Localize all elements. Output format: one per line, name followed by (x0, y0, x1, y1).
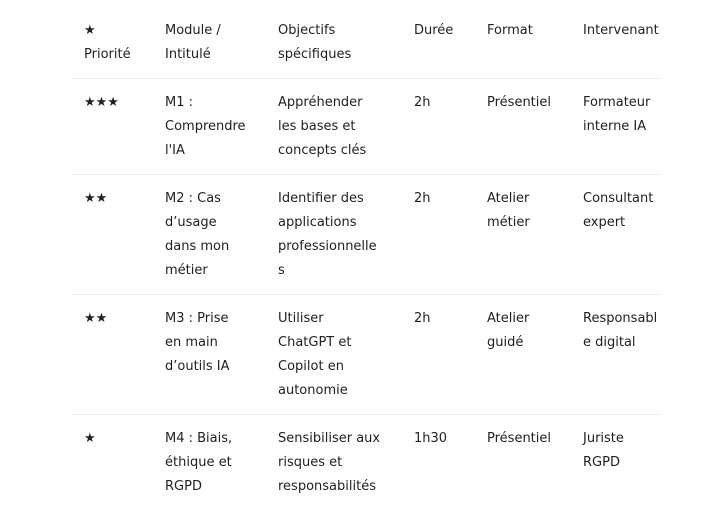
cell-priority (72, 415, 153, 510)
cell-speaker (571, 415, 660, 510)
header-format (475, 7, 571, 79)
priority-stars: ★★ (84, 311, 107, 326)
priority-stars: ★★ (84, 191, 107, 206)
header-objectives (266, 7, 402, 79)
objectives-text: Appréhender les bases et concepts clés (278, 91, 370, 163)
format-text: Présentiel (487, 427, 571, 451)
table-row (72, 79, 660, 175)
table-body (72, 79, 660, 510)
module-title: M3 : Prise en main d’outils IA (165, 307, 237, 379)
module-title: M1 : Comprendre l'IA (165, 91, 247, 163)
header-priority (72, 7, 153, 79)
duration-text: 2h (414, 191, 431, 206)
header-row (72, 7, 660, 79)
cell-priority (72, 79, 153, 175)
cell-module (153, 295, 266, 415)
cell-objectives (266, 175, 402, 295)
header-speaker (571, 7, 660, 79)
header-speaker-label: Intervenant (583, 23, 659, 38)
duration-text: 1h30 (414, 431, 447, 446)
cell-objectives (266, 79, 402, 175)
objectives-text: Identifier des applications professionnelles (278, 187, 382, 283)
cell-priority (72, 295, 153, 415)
cell-duration (402, 415, 475, 510)
table-row (72, 415, 660, 510)
cell-duration (402, 79, 475, 175)
format-text: Atelier métier (487, 187, 539, 235)
header-module-label: Module / Intitulé (165, 19, 235, 67)
training-modules-table-container (72, 7, 660, 510)
priority-stars: ★★★ (84, 95, 119, 110)
header-priority-label: ★ Priorité (84, 19, 144, 67)
header-duration-label: Durée (414, 23, 453, 38)
format-text: Présentiel (487, 91, 571, 115)
duration-text: 2h (414, 95, 431, 110)
table-header (72, 7, 660, 79)
cell-objectives (266, 415, 402, 510)
table-row (72, 175, 660, 295)
objectives-text: Sensibiliser aux risques et responsabilités (278, 427, 382, 499)
cell-module (153, 415, 266, 510)
cell-objectives (266, 295, 402, 415)
speaker-text: Responsable digital (583, 307, 661, 355)
cell-format (475, 295, 571, 415)
duration-text: 2h (414, 311, 431, 326)
header-objectives-label: Objectifs spécifiques (278, 19, 358, 67)
training-modules-table (72, 7, 660, 510)
header-module (153, 7, 266, 79)
speaker-text: Consultant expert (583, 187, 655, 235)
cell-duration (402, 175, 475, 295)
cell-speaker (571, 295, 660, 415)
format-text: Atelier guidé (487, 307, 539, 355)
header-duration (402, 7, 475, 79)
cell-module (153, 175, 266, 295)
module-title: M4 : Biais, éthique et RGPD (165, 427, 247, 499)
cell-format (475, 175, 571, 295)
objectives-text: Utiliser ChatGPT et Copilot en autonomie (278, 307, 358, 403)
cell-duration (402, 295, 475, 415)
cell-speaker (571, 79, 660, 175)
table-row (72, 295, 660, 415)
speaker-text: Juriste RGPD (583, 427, 633, 475)
cell-format (475, 79, 571, 175)
cell-module (153, 79, 266, 175)
speaker-text: Formateur interne IA (583, 91, 655, 139)
cell-format (475, 415, 571, 510)
header-format-label: Format (487, 23, 533, 38)
priority-stars: ★ (84, 431, 96, 446)
cell-priority (72, 175, 153, 295)
module-title: M2 : Cas d’usage dans mon métier (165, 187, 235, 283)
cell-speaker (571, 175, 660, 295)
